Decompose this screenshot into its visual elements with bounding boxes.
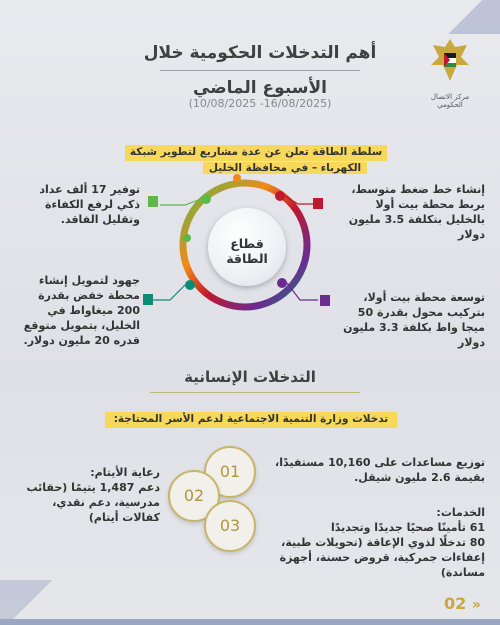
node-dot-left xyxy=(183,234,191,242)
item-03-line2: 80 تدخلًا لذوي الإعاقة (تحويلات طبية، إعفاءات جمركية، قروض حسنة، أجهزة مساندة) xyxy=(279,536,485,579)
item-number-03: 03 xyxy=(204,500,256,552)
page-number-text: 02 xyxy=(444,594,467,613)
item-03-title: الخدمات: xyxy=(436,506,485,519)
page-number xyxy=(444,594,481,613)
item-02-text: دعم 1,487 يتيمًا (حقائب مدرسية، دعم نقدي، كفالات أيتام) xyxy=(26,481,160,524)
marker-bottom-left xyxy=(143,294,153,305)
node-dot-top xyxy=(233,174,241,182)
marker-top-right xyxy=(313,198,323,209)
node-dot-top-left xyxy=(201,194,211,204)
energy-right-bottom-text: توسعة محطة بيت أولا، بتركيب محول بقدرة 50 ميجا واط بكلفة 3.3 مليون دولار xyxy=(343,291,485,349)
humanitarian-headline: تدخلات وزارة التنمية الاجتماعية لدعم الأسر المحتاجة: xyxy=(113,413,389,425)
energy-left-top-text: توفير 17 ألف عداد ذكي لرفع الكفاءة وتقليل الفاقد. xyxy=(39,183,140,226)
energy-left-bottom-text: جهود لتمويل إنشاء محطة خفض بقدرة 200 ميغاواط في الخليل، بتمويل متوقع قدره 20 مليون دولار. xyxy=(23,274,140,347)
logo-caption: مركز الاتصال الحكومي xyxy=(430,93,470,109)
humanitarian-headline-box xyxy=(105,412,397,428)
energy-headline-line1: سلطة الطاقة تعلن عن عدة مشاريع لتطوير شبكة xyxy=(129,146,383,158)
node-dot-top-right xyxy=(275,191,285,201)
line-bottom-left xyxy=(152,285,185,300)
line-bottom-right xyxy=(287,283,318,300)
item-03-line1: 61 تأمينًا صحيًا جديدًا وتجديدًا xyxy=(330,521,485,534)
item-number-02: 02 xyxy=(168,470,220,522)
humanitarian-divider xyxy=(150,392,360,393)
energy-headline-line2: الكهرباء – في محافظة الخليل xyxy=(203,162,367,174)
item-02-title: رعاية الأيتام: xyxy=(90,466,160,479)
energy-right-top-text: إنشاء خط ضغط متوسط، يربط محطة بيت أولا بالخليل بتكلفة 3.5 مليون دولار xyxy=(348,183,485,241)
item-number-01: 01 xyxy=(204,446,256,498)
item-01-text: توزيع مساعدات على 10,160 مستفيدًا، بقيمة 2.6 مليون شيقل. xyxy=(275,456,485,484)
node-dot-bottom-left xyxy=(185,280,195,290)
double-chevron-right-icon: » xyxy=(471,597,481,613)
title-line-1: أهم التدخلات الحكومية خلال xyxy=(143,43,377,63)
marker-bottom-right xyxy=(320,295,330,306)
line-top-left xyxy=(160,199,201,205)
title-line-2: الأسبوع الماضي xyxy=(193,78,327,98)
node-dot-bottom-right xyxy=(277,278,287,288)
center-label: قطاع الطاقة xyxy=(226,236,268,266)
marker-top-left xyxy=(148,196,158,207)
date-range: (10/08/2025 -16/08/2025) xyxy=(188,97,332,110)
humanitarian-title: التدخلات الإنسانية xyxy=(184,368,316,386)
